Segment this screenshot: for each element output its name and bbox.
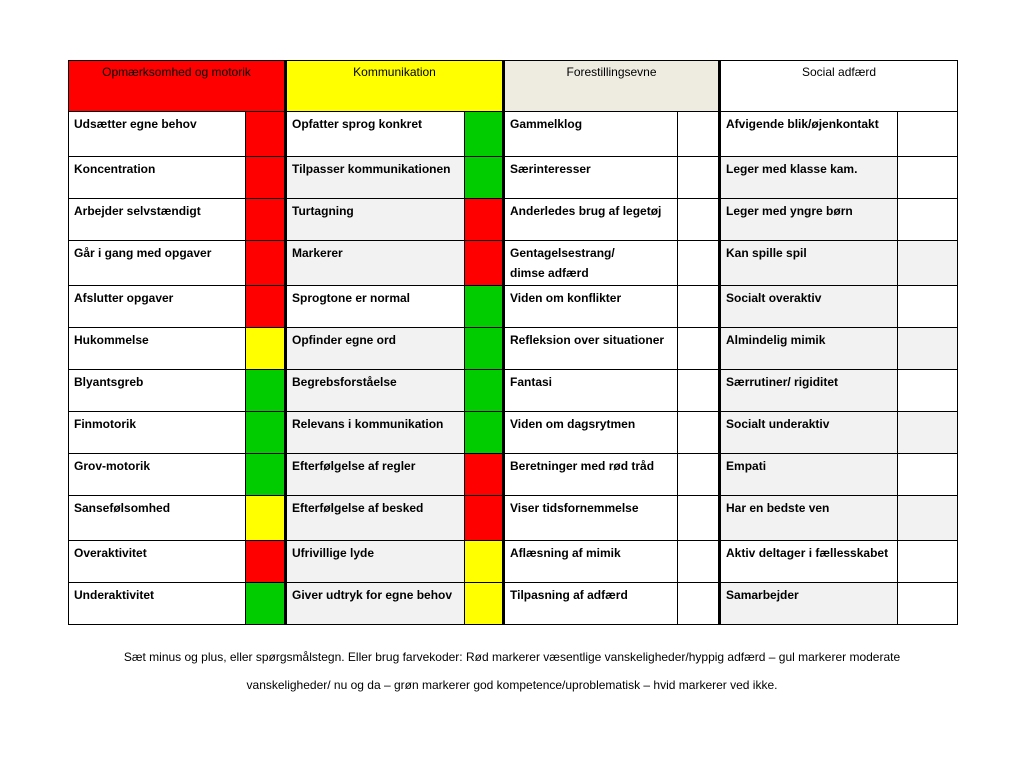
communication-color-swatch[interactable] bbox=[465, 112, 504, 157]
communication-item bbox=[286, 454, 465, 496]
communication-item bbox=[286, 112, 465, 157]
imagination-color-swatch[interactable] bbox=[678, 286, 720, 328]
communication-item bbox=[286, 328, 465, 370]
table-row bbox=[69, 112, 958, 157]
attention-item bbox=[69, 412, 246, 454]
social-item bbox=[720, 112, 898, 157]
attention-color-swatch[interactable] bbox=[246, 241, 286, 286]
attention-color-swatch[interactable] bbox=[246, 157, 286, 199]
attention-item-text: Hukommelse bbox=[74, 333, 149, 347]
social-color-swatch[interactable] bbox=[898, 286, 958, 328]
imagination-item-text: Aflæsning af mimik bbox=[510, 546, 621, 560]
header-attention-motor bbox=[69, 61, 286, 112]
imagination-item-text: Særinteresser bbox=[510, 162, 591, 176]
table-row bbox=[69, 541, 958, 583]
header-attention-motor-label: Opmærksomhed og motorik bbox=[102, 65, 251, 79]
table-row bbox=[69, 157, 958, 199]
communication-item bbox=[286, 370, 465, 412]
attention-item bbox=[69, 112, 246, 157]
imagination-color-swatch[interactable] bbox=[678, 241, 720, 286]
social-item-text: Særrutiner/ rigiditet bbox=[726, 375, 839, 389]
table-row bbox=[69, 496, 958, 541]
social-item-text: Afvigende blik/øjenkontakt bbox=[726, 117, 879, 131]
social-item-text: Empati bbox=[726, 459, 767, 473]
imagination-color-swatch[interactable] bbox=[678, 454, 720, 496]
communication-item-text: Giver udtryk for egne behov bbox=[292, 588, 453, 602]
attention-color-swatch[interactable] bbox=[246, 199, 286, 241]
communication-item-text: Begrebsforståelse bbox=[292, 375, 397, 389]
attention-item-text: Overaktivitet bbox=[74, 546, 147, 560]
imagination-item-text: Fantasi bbox=[510, 375, 553, 389]
attention-color-swatch[interactable] bbox=[246, 454, 286, 496]
communication-color-swatch[interactable] bbox=[465, 412, 504, 454]
social-item bbox=[720, 454, 898, 496]
communication-item bbox=[286, 583, 465, 625]
communication-item-text: Efterfølgelse af besked bbox=[292, 501, 424, 515]
imagination-color-swatch[interactable] bbox=[678, 199, 720, 241]
social-item-text: Samarbejder bbox=[726, 588, 799, 602]
attention-item bbox=[69, 199, 246, 241]
imagination-color-swatch[interactable] bbox=[678, 496, 720, 541]
communication-color-swatch[interactable] bbox=[465, 454, 504, 496]
social-item-text: Har en bedste ven bbox=[726, 501, 830, 515]
instruction-note-line-2: vanskeligheder/ nu og da – grøn markerer god kompetence/uproblematisk – hvid markerer ved ikke. bbox=[246, 678, 778, 692]
imagination-item bbox=[504, 541, 678, 583]
header-communication bbox=[286, 61, 504, 112]
social-item-text: Socialt overaktiv bbox=[726, 291, 822, 305]
communication-item bbox=[286, 286, 465, 328]
attention-item-text: Afslutter opgaver bbox=[74, 291, 174, 305]
communication-item bbox=[286, 241, 465, 286]
attention-color-swatch[interactable] bbox=[246, 286, 286, 328]
social-item bbox=[720, 370, 898, 412]
table-row bbox=[69, 199, 958, 241]
imagination-color-swatch[interactable] bbox=[678, 412, 720, 454]
attention-color-swatch[interactable] bbox=[246, 412, 286, 454]
attention-item bbox=[69, 541, 246, 583]
attention-color-swatch[interactable] bbox=[246, 496, 286, 541]
social-item-text: Socialt underaktiv bbox=[726, 417, 830, 431]
communication-item bbox=[286, 412, 465, 454]
header-imagination-label: Forestillingsevne bbox=[566, 65, 657, 79]
social-item bbox=[720, 286, 898, 328]
table-row bbox=[69, 241, 958, 286]
attention-color-swatch[interactable] bbox=[246, 583, 286, 625]
social-color-swatch[interactable] bbox=[898, 112, 958, 157]
social-color-swatch[interactable] bbox=[898, 583, 958, 625]
imagination-color-swatch[interactable] bbox=[678, 583, 720, 625]
social-color-swatch[interactable] bbox=[898, 157, 958, 199]
imagination-item bbox=[504, 454, 678, 496]
imagination-item bbox=[504, 328, 678, 370]
communication-item-text: Opfatter sprog konkret bbox=[292, 117, 423, 131]
table-row bbox=[69, 583, 958, 625]
social-color-swatch[interactable] bbox=[898, 199, 958, 241]
communication-item-text: Turtagning bbox=[292, 204, 354, 218]
attention-item-text: Sansefølsomhed bbox=[74, 501, 171, 515]
communication-item-text: Ufrivillige lyde bbox=[292, 546, 375, 560]
imagination-item bbox=[504, 241, 678, 286]
attention-color-swatch[interactable] bbox=[246, 112, 286, 157]
attention-item bbox=[69, 496, 246, 541]
social-item-text: Almindelig mimik bbox=[726, 333, 826, 347]
social-item bbox=[720, 199, 898, 241]
social-item-text: Aktiv deltager i fællesskabet bbox=[726, 546, 889, 560]
social-color-swatch[interactable] bbox=[898, 328, 958, 370]
attention-item-text: Blyantsgreb bbox=[74, 375, 144, 389]
social-item bbox=[720, 157, 898, 199]
communication-color-swatch[interactable] bbox=[465, 370, 504, 412]
social-color-swatch[interactable] bbox=[898, 541, 958, 583]
social-color-swatch[interactable] bbox=[898, 454, 958, 496]
imagination-item bbox=[504, 157, 678, 199]
communication-item-text: Opfinder egne ord bbox=[292, 333, 397, 347]
imagination-item bbox=[504, 496, 678, 541]
imagination-item-text: Viden om konflikter bbox=[510, 291, 622, 305]
imagination-item-text: Gammelklog bbox=[510, 117, 583, 131]
imagination-color-swatch[interactable] bbox=[678, 541, 720, 583]
social-item bbox=[720, 412, 898, 454]
attention-item bbox=[69, 370, 246, 412]
communication-color-swatch[interactable] bbox=[465, 241, 504, 286]
attention-item-text: Koncentration bbox=[74, 162, 156, 176]
communication-item bbox=[286, 199, 465, 241]
imagination-item-text: Viser tidsfornemmelse bbox=[510, 501, 639, 515]
social-item bbox=[720, 241, 898, 286]
header-social-behavior bbox=[720, 61, 958, 112]
header-social-behavior-label: Social adfærd bbox=[802, 65, 877, 79]
header-row bbox=[69, 61, 958, 112]
table-row bbox=[69, 286, 958, 328]
attention-item-text: Underaktivitet bbox=[74, 588, 155, 602]
social-color-swatch[interactable] bbox=[898, 496, 958, 541]
social-item bbox=[720, 541, 898, 583]
imagination-item bbox=[504, 583, 678, 625]
imagination-item-text: Gentagelsestrang/ bbox=[510, 246, 615, 260]
communication-item-text: Efterfølgelse af regler bbox=[292, 459, 416, 473]
social-item bbox=[720, 328, 898, 370]
social-item bbox=[720, 583, 898, 625]
instruction-note-line-1: Sæt minus og plus, eller spørgsmålstegn. Eller brug farvekoder: Rød markerer væsentlige vanskeligheder/hyppig adfærd – gul markerer moderate bbox=[123, 650, 901, 664]
social-item-text: Leger med klasse kam. bbox=[726, 162, 858, 176]
header-imagination bbox=[504, 61, 720, 112]
imagination-item-text: Beretninger med rød tråd bbox=[510, 459, 655, 473]
attention-item bbox=[69, 241, 246, 286]
communication-item bbox=[286, 157, 465, 199]
attention-item bbox=[69, 286, 246, 328]
attention-item bbox=[69, 328, 246, 370]
social-item bbox=[720, 496, 898, 541]
social-item-text: Leger med yngre børn bbox=[726, 204, 853, 218]
social-color-swatch[interactable] bbox=[898, 370, 958, 412]
communication-color-swatch[interactable] bbox=[465, 328, 504, 370]
social-color-swatch[interactable] bbox=[898, 412, 958, 454]
communication-color-swatch[interactable] bbox=[465, 583, 504, 625]
communication-color-swatch[interactable] bbox=[465, 286, 504, 328]
table-row bbox=[69, 370, 958, 412]
imagination-item-text: Refleksion over situationer bbox=[510, 333, 665, 347]
imagination-item bbox=[504, 112, 678, 157]
communication-item bbox=[286, 496, 465, 541]
imagination-color-swatch[interactable] bbox=[678, 328, 720, 370]
attention-item bbox=[69, 454, 246, 496]
communication-color-swatch[interactable] bbox=[465, 541, 504, 583]
attention-item bbox=[69, 583, 246, 625]
communication-item-text: Relevans i kommunikation bbox=[292, 417, 444, 431]
communication-item bbox=[286, 541, 465, 583]
communication-item-text: Markerer bbox=[292, 246, 343, 260]
attention-color-swatch[interactable] bbox=[246, 541, 286, 583]
assessment-table bbox=[68, 60, 958, 625]
header-communication-label: Kommunikation bbox=[353, 65, 436, 79]
attention-item bbox=[69, 157, 246, 199]
imagination-item bbox=[504, 412, 678, 454]
imagination-item-text: Viden om dagsrytmen bbox=[510, 417, 636, 431]
communication-color-swatch[interactable] bbox=[465, 199, 504, 241]
attention-color-swatch[interactable] bbox=[246, 370, 286, 412]
social-color-swatch[interactable] bbox=[898, 241, 958, 286]
imagination-item bbox=[504, 286, 678, 328]
imagination-color-swatch[interactable] bbox=[678, 112, 720, 157]
imagination-item-text: Tilpasning af adfærd bbox=[510, 588, 628, 602]
attention-color-swatch[interactable] bbox=[246, 328, 286, 370]
table-row bbox=[69, 454, 958, 496]
attention-item-text: Grov-motorik bbox=[74, 459, 151, 473]
imagination-item-text: Anderledes brug af legetøj bbox=[510, 204, 662, 218]
table-row bbox=[69, 412, 958, 454]
communication-item-text: Sprogtone er normal bbox=[292, 291, 411, 305]
imagination-item bbox=[504, 370, 678, 412]
imagination-item bbox=[504, 199, 678, 241]
attention-item-text: Arbejder selvstændigt bbox=[74, 204, 201, 218]
attention-item-text: Udsætter egne behov bbox=[74, 117, 197, 131]
imagination-color-swatch[interactable] bbox=[678, 370, 720, 412]
social-item-text: Kan spille spil bbox=[726, 246, 807, 260]
communication-item-text: Tilpasser kommunikationen bbox=[292, 162, 451, 176]
communication-color-swatch[interactable] bbox=[465, 157, 504, 199]
imagination-color-swatch[interactable] bbox=[678, 157, 720, 199]
attention-item-text: Finmotorik bbox=[74, 417, 136, 431]
table-row bbox=[69, 328, 958, 370]
imagination-item-text-line2: dimse adfærd bbox=[510, 266, 589, 280]
attention-item-text: Går i gang med opgaver bbox=[74, 246, 212, 260]
communication-color-swatch[interactable] bbox=[465, 496, 504, 541]
